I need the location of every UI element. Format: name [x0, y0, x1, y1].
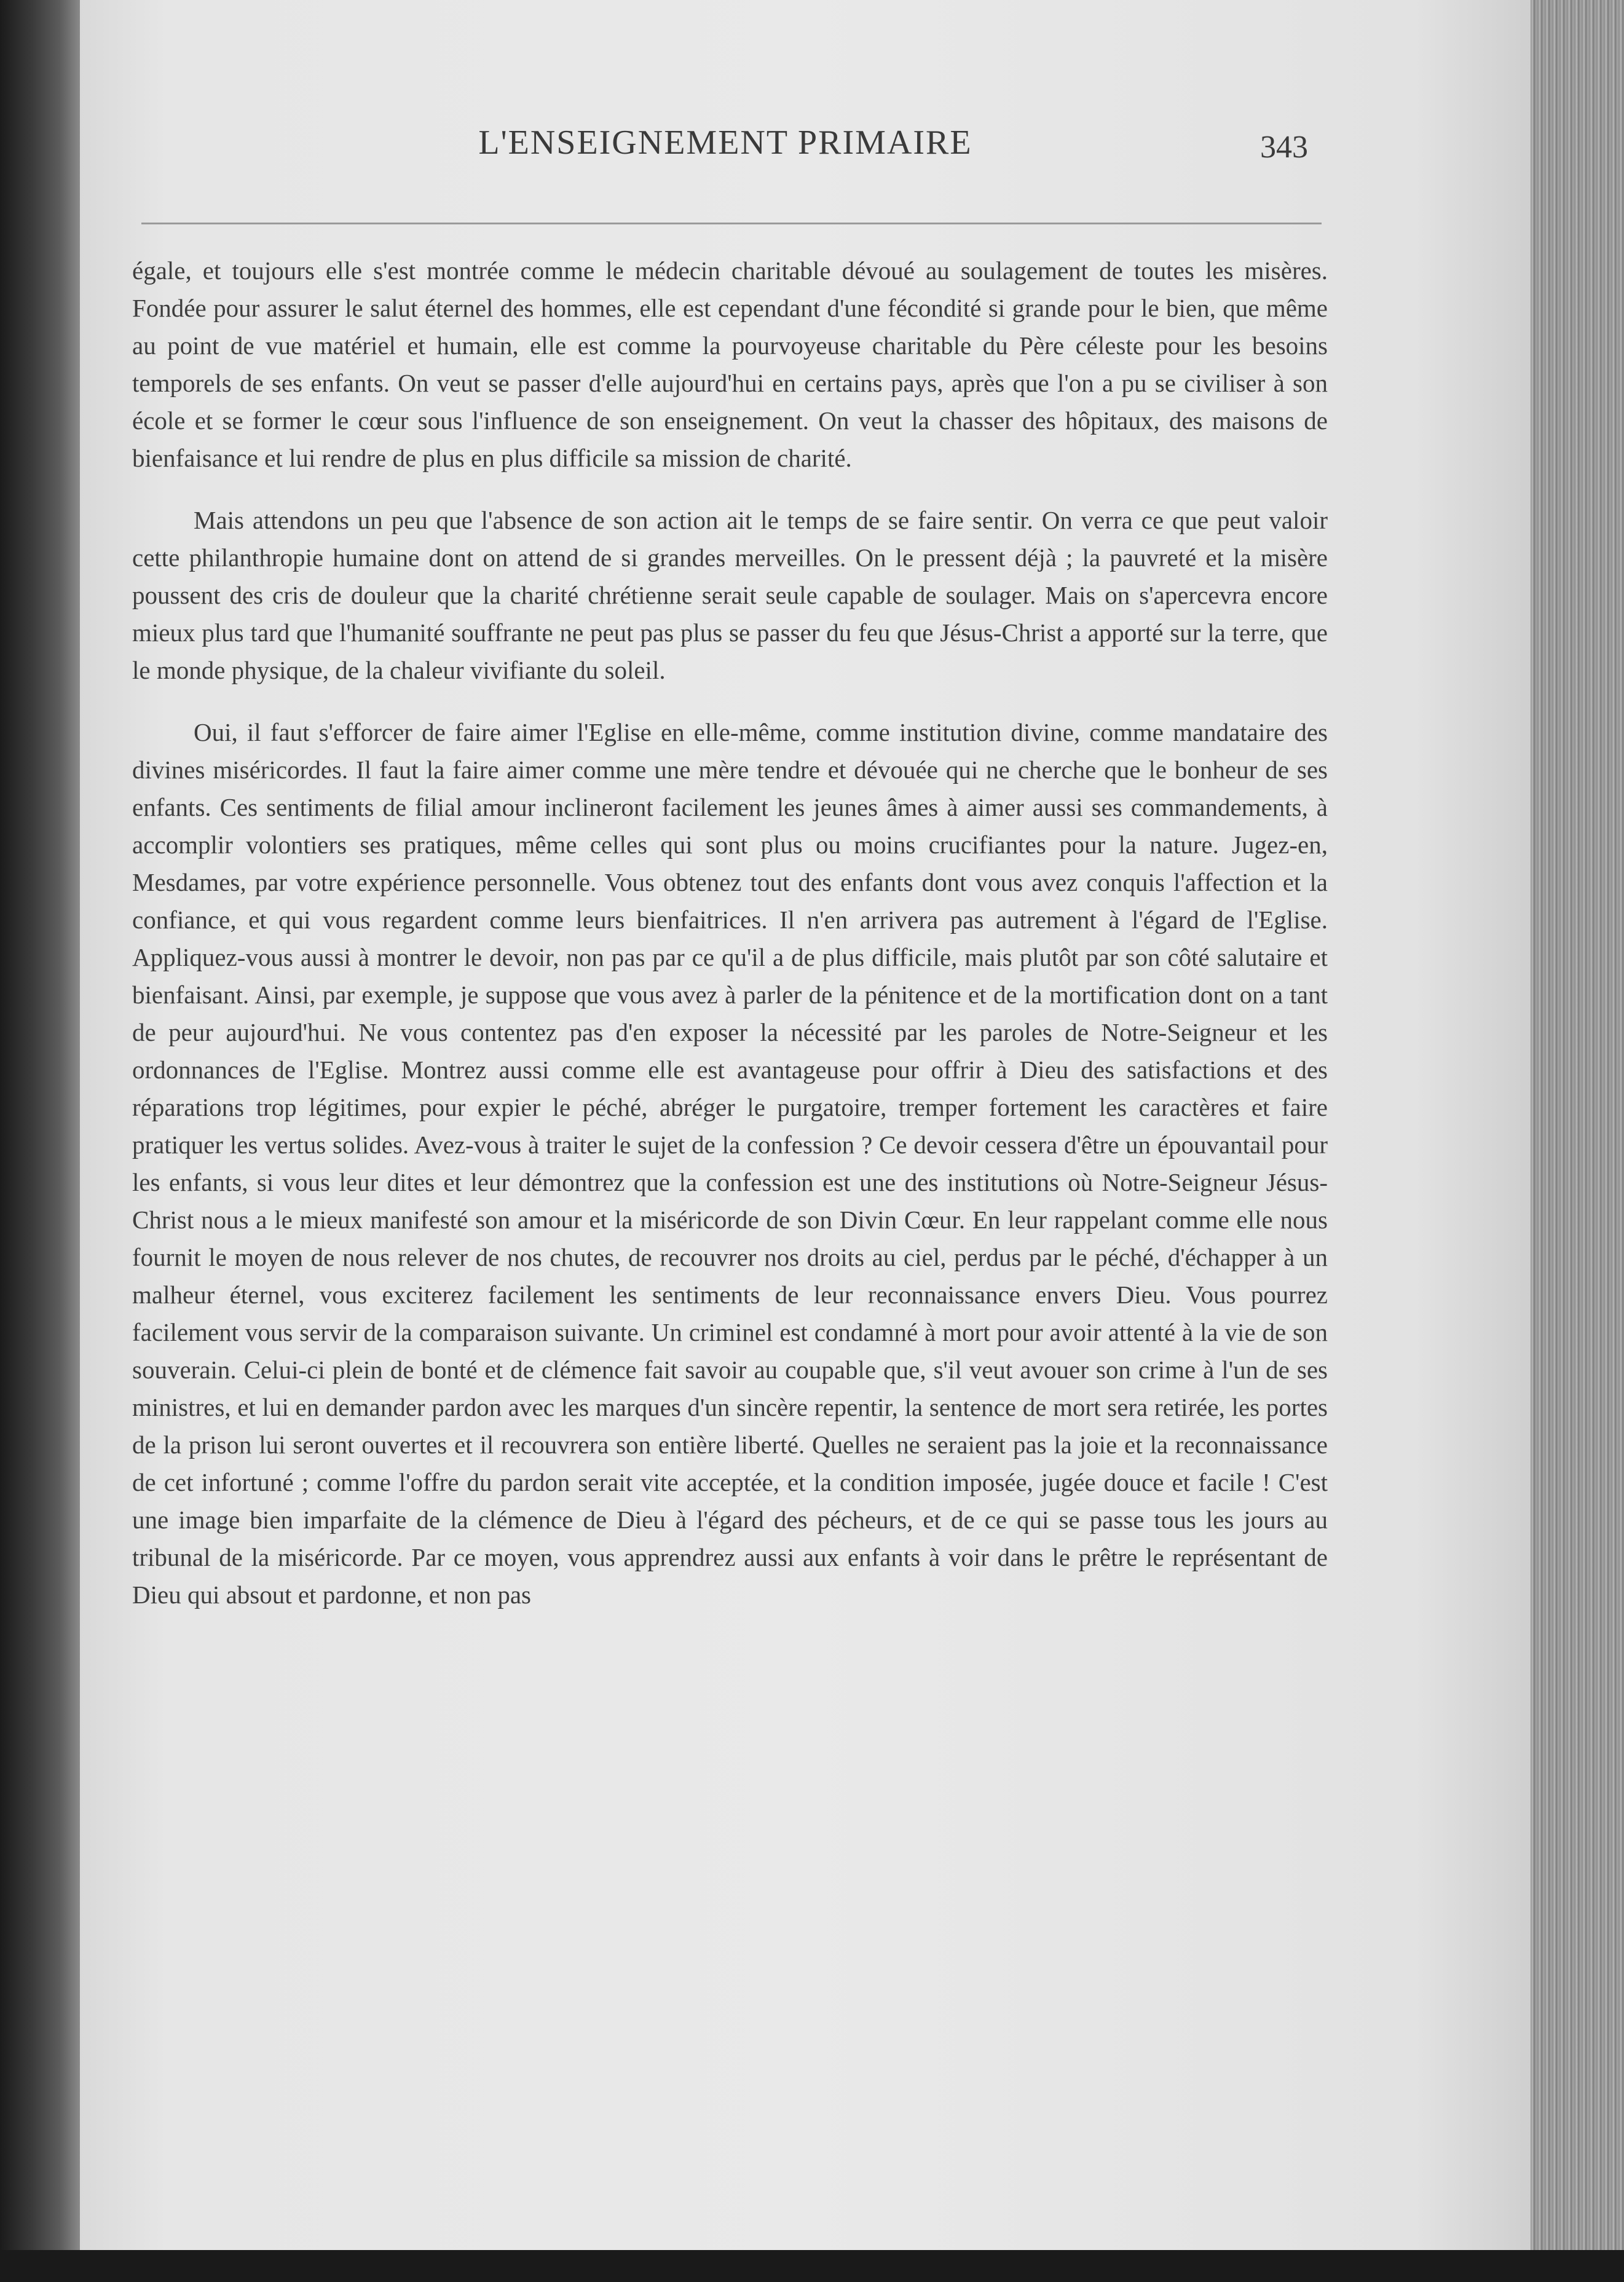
page-edges-stack: [1531, 0, 1624, 2282]
bottom-shadow: [0, 2250, 1624, 2282]
paragraph: égale, et toujours elle s'est montrée comme le médecin charitable dévoué au soulagement de toutes les misères. Fondée pour assurer le salut éternel des hommes, elle est cependant d'une fécondité si grande pour le bien, que même au point de vue matériel et humain, elle est comme la pourvoyeuse charitable du Père céleste pour les besoins temporels de ses enfants. On veut se passer d'elle aujourd'hui en certains pays, après que l'on a pu se civiliser à son école et se former le cœur sous l'influence de son enseignement. On veut la chasser des hôpitaux, des maisons de bienfaisance et lui rendre de plus en plus difficile sa mission de charité.: [132, 256, 1328, 472]
paragraph: Mais attendons un peu que l'absence de son action ait le temps de se faire sentir. On verra ce que peut valoir cette philanthropie humaine dont on attend de si grandes merveilles. On le pressent déjà ; la pauvreté et la misère poussent des cris de douleur que la charité chrétienne serait seule capable de soulager. Mais on s'apercevra encore mieux plus tard que l'humanité souffrante ne peut pas plus se passer du feu que Jésus-Christ a apporté sur la terre, que le monde physique, de la chaleur vivifiante du soleil.: [132, 506, 1328, 684]
header-rule: [141, 223, 1322, 224]
book-binding-shadow: [0, 0, 80, 2282]
body-text: [132, 252, 1328, 1638]
page-header: [80, 123, 1340, 172]
page-number: 343: [1260, 130, 1308, 165]
running-title: L'ENSEIGNEMENT PRIMAIRE: [478, 124, 972, 162]
paragraph: Oui, il faut s'efforcer de faire aimer l'Eglise en elle-même, comme institution divine, comme mandataire des divines miséricordes. Il faut la faire aimer comme une mère tendre et dévouée qui ne cherche que le bonheur de ses enfants. Ces sentiments de filial amour inclineront facilement les jeunes âmes à aimer aussi ses commandements, à accomplir volontiers ses pratiques, même celles qui sont plus ou moins crucifiantes pour la nature. Jugez-en, Mesdames, par votre expérience personnelle. Vous obtenez tout des enfants dont vous avez conquis l'affection et la confiance, et qui vous regardent comme leurs bienfaitrices. Il n'en arrivera pas autrement à l'égard de l'Eglise. Appliquez-vous aussi à montrer le devoir, non pas par ce qu'il a de plus difficile, mais plutôt par son côté salutaire et bienfaisant. Ainsi, par exemple, je suppose que vous avez à parler de la pénitence et de la mortification dont on a tant de peur aujourd'hui. Ne vous contentez pas d'en exposer la nécessité par les paroles de Notre-Seigneur et les ordonnances de l'Eglise. Montrez aussi comme elle est avantageuse pour offrir à Dieu des satisfactions et des réparations trop légitimes, pour expier le péché, abréger le purgatoire, tremper fortement les caractères et faire pratiquer les vertus solides. Avez-vous à traiter le sujet de la confession ? Ce devoir cessera d'être un épouvantail pour les enfants, si vous leur dites et leur démontrez que la confession est une des institutions où Notre-Seigneur Jésus-Christ nous a le mieux manifesté son amour et la miséricorde de son Divin Cœur. En leur rappelant comme elle nous fournit le moyen de nous relever de nos chutes, de recouvrer nos droits au ciel, perdus par le péché, d'échapper à un malheur éternel, vous exciterez facilement les sentiments de leur reconnaissance envers Dieu. Vous pourrez facilement vous servir de la comparaison suivante. Un criminel est condamné à mort pour avoir attenté à la vie de son souverain. Celui-ci plein de bonté et de clémence fait savoir au coupable que, s'il veut avouer son crime à l'un de ses ministres, et lui en demander pardon avec les marques d'un sincère repentir, la sentence de mort sera retirée, les portes de la prison lui seront ouvertes et il recouvrera son entière liberté. Quelles ne seraient pas la joie et la reconnaissance de cet infortuné ; comme l'offre du pardon serait vite acceptée, et la condition imposée, jugée douce et facile ! C'est une image bien imparfaite de la clémence de Dieu à l'égard des pécheurs, et de ce qui se passe tous les jours au tribunal de la miséricorde. Par ce moyen, vous apprendrez aussi aux enfants à voir dans le prêtre le représentant de Dieu qui absout et pardonne, et non pas: [132, 718, 1328, 1609]
